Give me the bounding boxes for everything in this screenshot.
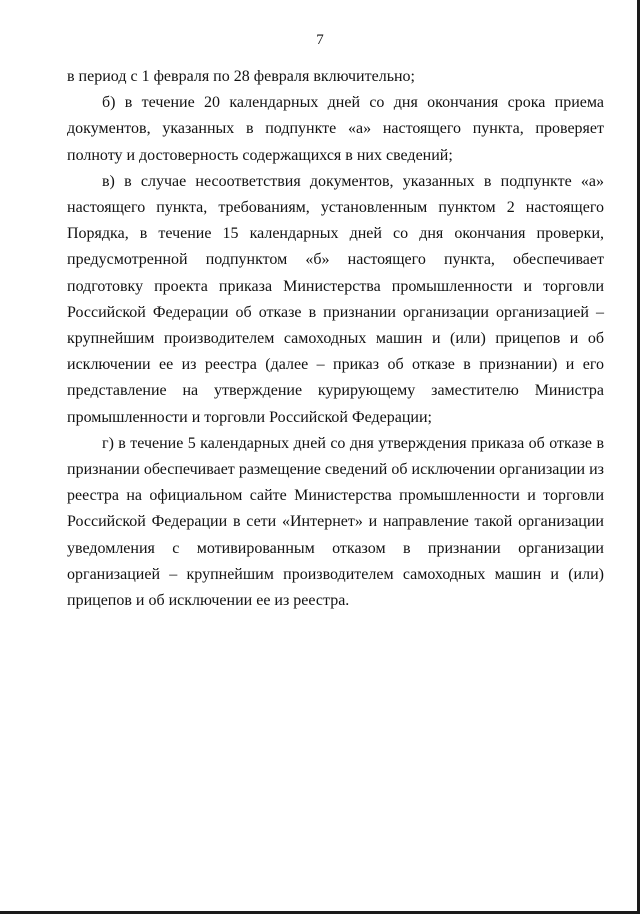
page-number: 7: [316, 32, 324, 48]
paragraph-g: г) в течение 5 календарных дней со дня утверждения приказа об отказе в признании обеспечивает размещение сведений об исключении организации из реестра на официальном сайте Министерства промышленности и торговли Российской Федерации в сети «Интернет» и направление такой организации уведомления с мотивированным отказом в признании организации организацией – крупнейшим производителем самоходных машин и (или) прицепов и об исключении ее из реестра.: [67, 434, 604, 610]
document-body: [67, 64, 604, 614]
paragraph-continuation: в период с 1 февраля по 28 февраля включительно;: [67, 68, 415, 85]
paragraph-b: б) в течение 20 календарных дней со дня окончания срока приема документов, указанных в подпункте «а» настоящего пункта, проверяет полноту и достоверность содержащихся в них сведений;: [67, 94, 604, 164]
paragraph-v: в) в случае несоответствия документов, указанных в подпункте «а» настоящего пункта, требованиям, установленным пунктом 2 настоящего Порядка, в течение 15 календарных дней со дня окончания проверки, предусмотренной подпунктом «б» настоящего пункта, обеспечивает подготовку проекта приказа Министерства промышленности и торговли Российской Федерации об отказе в признании организации организацией – крупнейшим производителем самоходных машин и (или) прицепов и об исключении ее из реестра (далее – приказ об отказе в признании) и его представление на утверждение курирующему заместителю Министра промышленности и торговли Российской Федерации;: [67, 172, 604, 426]
